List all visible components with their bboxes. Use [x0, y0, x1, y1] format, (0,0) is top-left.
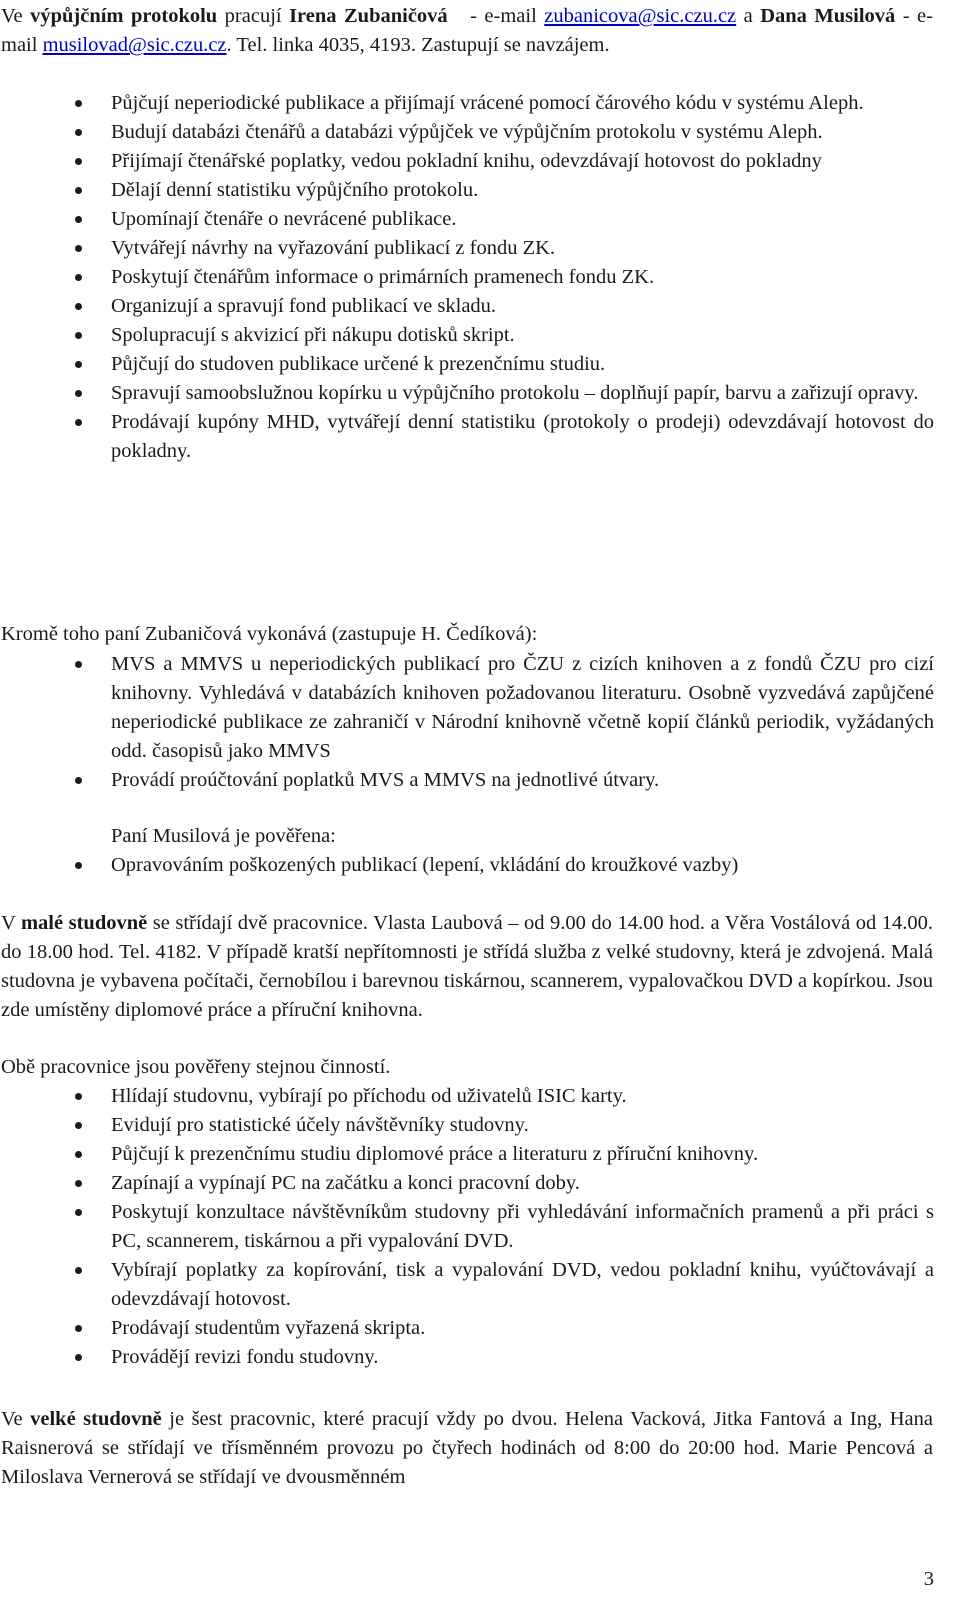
list-item: Vytvářejí návrhy na vyřazování publikací z fondu ZK.	[0, 234, 934, 263]
list-item: Prodávají kupóny MHD, vytvářejí denní statistiku (protokoly o prodeji) odevzdávají hotovost do pokladny.	[0, 408, 934, 466]
list-item: Půjčují neperiodické publikace a přijímají vrácené pomocí čárového kódu v systému Aleph.	[0, 89, 934, 118]
intro-text: - e-mail	[447, 5, 545, 27]
musilova-heading: Paní Musilová je pověřena:	[111, 825, 336, 847]
page-number: 3	[923, 1568, 934, 1590]
list-item: MVS a MMVS u neperiodických publikací pro ČZU z cizích knihoven a z fondů ČZU pro cizí knihovny. Vyhledává v databázích knihoven požadovanou literaturu. Osobně vyzvedává zapůjčené neperiodické publikace ze zahraničí v Národní knihovně včetně kopií článků periodik, vyžádaných odd. časopisů jako MMVS	[0, 650, 934, 766]
list-item: Přijímají čtenářské poplatky, vedou pokladní knihu, odevzdávají hotovost do pokladny	[0, 147, 934, 176]
male-studovna-paragraph	[1, 909, 933, 1025]
duties-list-studovna	[0, 1082, 934, 1372]
list-item: Poskytují konzultace návštěvníkům studovny při vyhledávání informačních pramenů a při práci s PC, scannerem, tiskárnou a při vypalování DVD.	[0, 1198, 934, 1256]
list-item: Dělají denní statistiku výpůjčního protokolu.	[0, 176, 934, 205]
list-item: Opravováním poškozených publikací (lepení, vkládání do kroužkové vazby)	[0, 851, 934, 880]
velke-text: je šest pracovnic, které pracují vždy po dvou. Helena Vacková, Jitka Fantová a Ing, Hana Raisnerová se střídají ve třísměnném provozu po čtyřech hodinách od 8:00 do 20:00 hod. Marie Pencová a Miloslava Vernerová se střídají ve dvousměnném	[1, 1408, 934, 1488]
male-text: V	[1, 912, 21, 934]
duties-list-zubanicova	[0, 650, 934, 795]
velke-studovna-bold: velké studovně	[30, 1408, 162, 1430]
intro-text: a	[736, 5, 761, 27]
obe-pracovnice-line: Obě pracovnice jsou pověřeny stejnou činností.	[1, 1056, 391, 1078]
duties-list-musilova	[0, 851, 934, 880]
velke-studovna-paragraph	[1, 1405, 933, 1492]
intro-text: . Tel. linka 4035, 4193. Zastupují se navzájem.	[226, 34, 610, 56]
zubanicova-heading: Kromě toho paní Zubaničová vykonává (zastupuje H. Čedíková):	[1, 623, 538, 645]
name-zubanicova: Irena Zubaničová	[289, 5, 448, 27]
name-musilova: Dana Musilová	[760, 5, 896, 27]
male-studovna-bold: malé studovně	[20, 912, 148, 934]
list-item: Půjčují k prezenčnímu studiu diplomové práce a literaturu z příruční knihovny.	[0, 1140, 934, 1169]
intro-bold-protokol: výpůjčním protokolu	[30, 5, 218, 27]
list-item: Budují databázi čtenářů a databázi výpůjček ve výpůjčním protokolu v systému Aleph.	[0, 118, 934, 147]
velke-text: Ve	[1, 1408, 31, 1430]
intro-paragraph	[1, 2, 933, 60]
male-text: se střídají dvě pracovnice. Vlasta Laubová – od 9.00 do 14.00 hod. a Věra Vostálová od 14.00. do 18.00 hod. Tel. 4182. V případě kratší nepřítomnosti je střídá služba z velké studovny, která je zdvojená. Malá studovna je vybavena počítači, černobílou i barevnou tiskárnou, scannerem, vypalovačkou DVD a kopírkou. Jsou zde umístěny diplomové práce a příruční knihovna.	[1, 912, 933, 1021]
list-item: Upomínají čtenáře o nevrácené publikace.	[0, 205, 934, 234]
list-item: Provádějí revizi fondu studovny.	[0, 1343, 934, 1372]
duties-list-protokol	[0, 89, 934, 466]
email-link-zubanicova[interactable]: zubanicova@sic.czu.cz	[544, 5, 737, 27]
list-item: Evidují pro statistické účely návštěvníky studovny.	[0, 1111, 934, 1140]
list-item: Půjčují do studoven publikace určené k prezenčnímu studiu.	[0, 350, 934, 379]
email-link-musilova[interactable]: musilovad@sic.czu.cz	[42, 34, 227, 56]
list-item: Zapínají a vypínají PC na začátku a konci pracovní doby.	[0, 1169, 934, 1198]
list-item: Provádí proúčtování poplatků MVS a MMVS na jednotlivé útvary.	[0, 766, 934, 795]
list-item: Spolupracují s akvizicí při nákupu dotisků skript.	[0, 321, 934, 350]
list-item: Spravují samoobslužnou kopírku u výpůjčního protokolu – doplňují papír, barvu a zařizují opravy.	[0, 379, 934, 408]
list-item: Vybírají poplatky za kopírování, tisk a vypalování DVD, vedou pokladní knihu, vyúčtovávají a odevzdávají hotovost.	[0, 1256, 934, 1314]
list-item: Poskytují čtenářům informace o primárních pramenech fondu ZK.	[0, 263, 934, 292]
list-item: Organizují a spravují fond publikací ve skladu.	[0, 292, 934, 321]
intro-text: - e-mail	[1, 5, 933, 56]
intro-text: pracují	[217, 5, 290, 27]
intro-text: Ve	[1, 5, 31, 27]
list-item: Hlídají studovnu, vybírají po příchodu od uživatelů ISIC karty.	[0, 1082, 934, 1111]
list-item: Prodávají studentům vyřazená skripta.	[0, 1314, 934, 1343]
